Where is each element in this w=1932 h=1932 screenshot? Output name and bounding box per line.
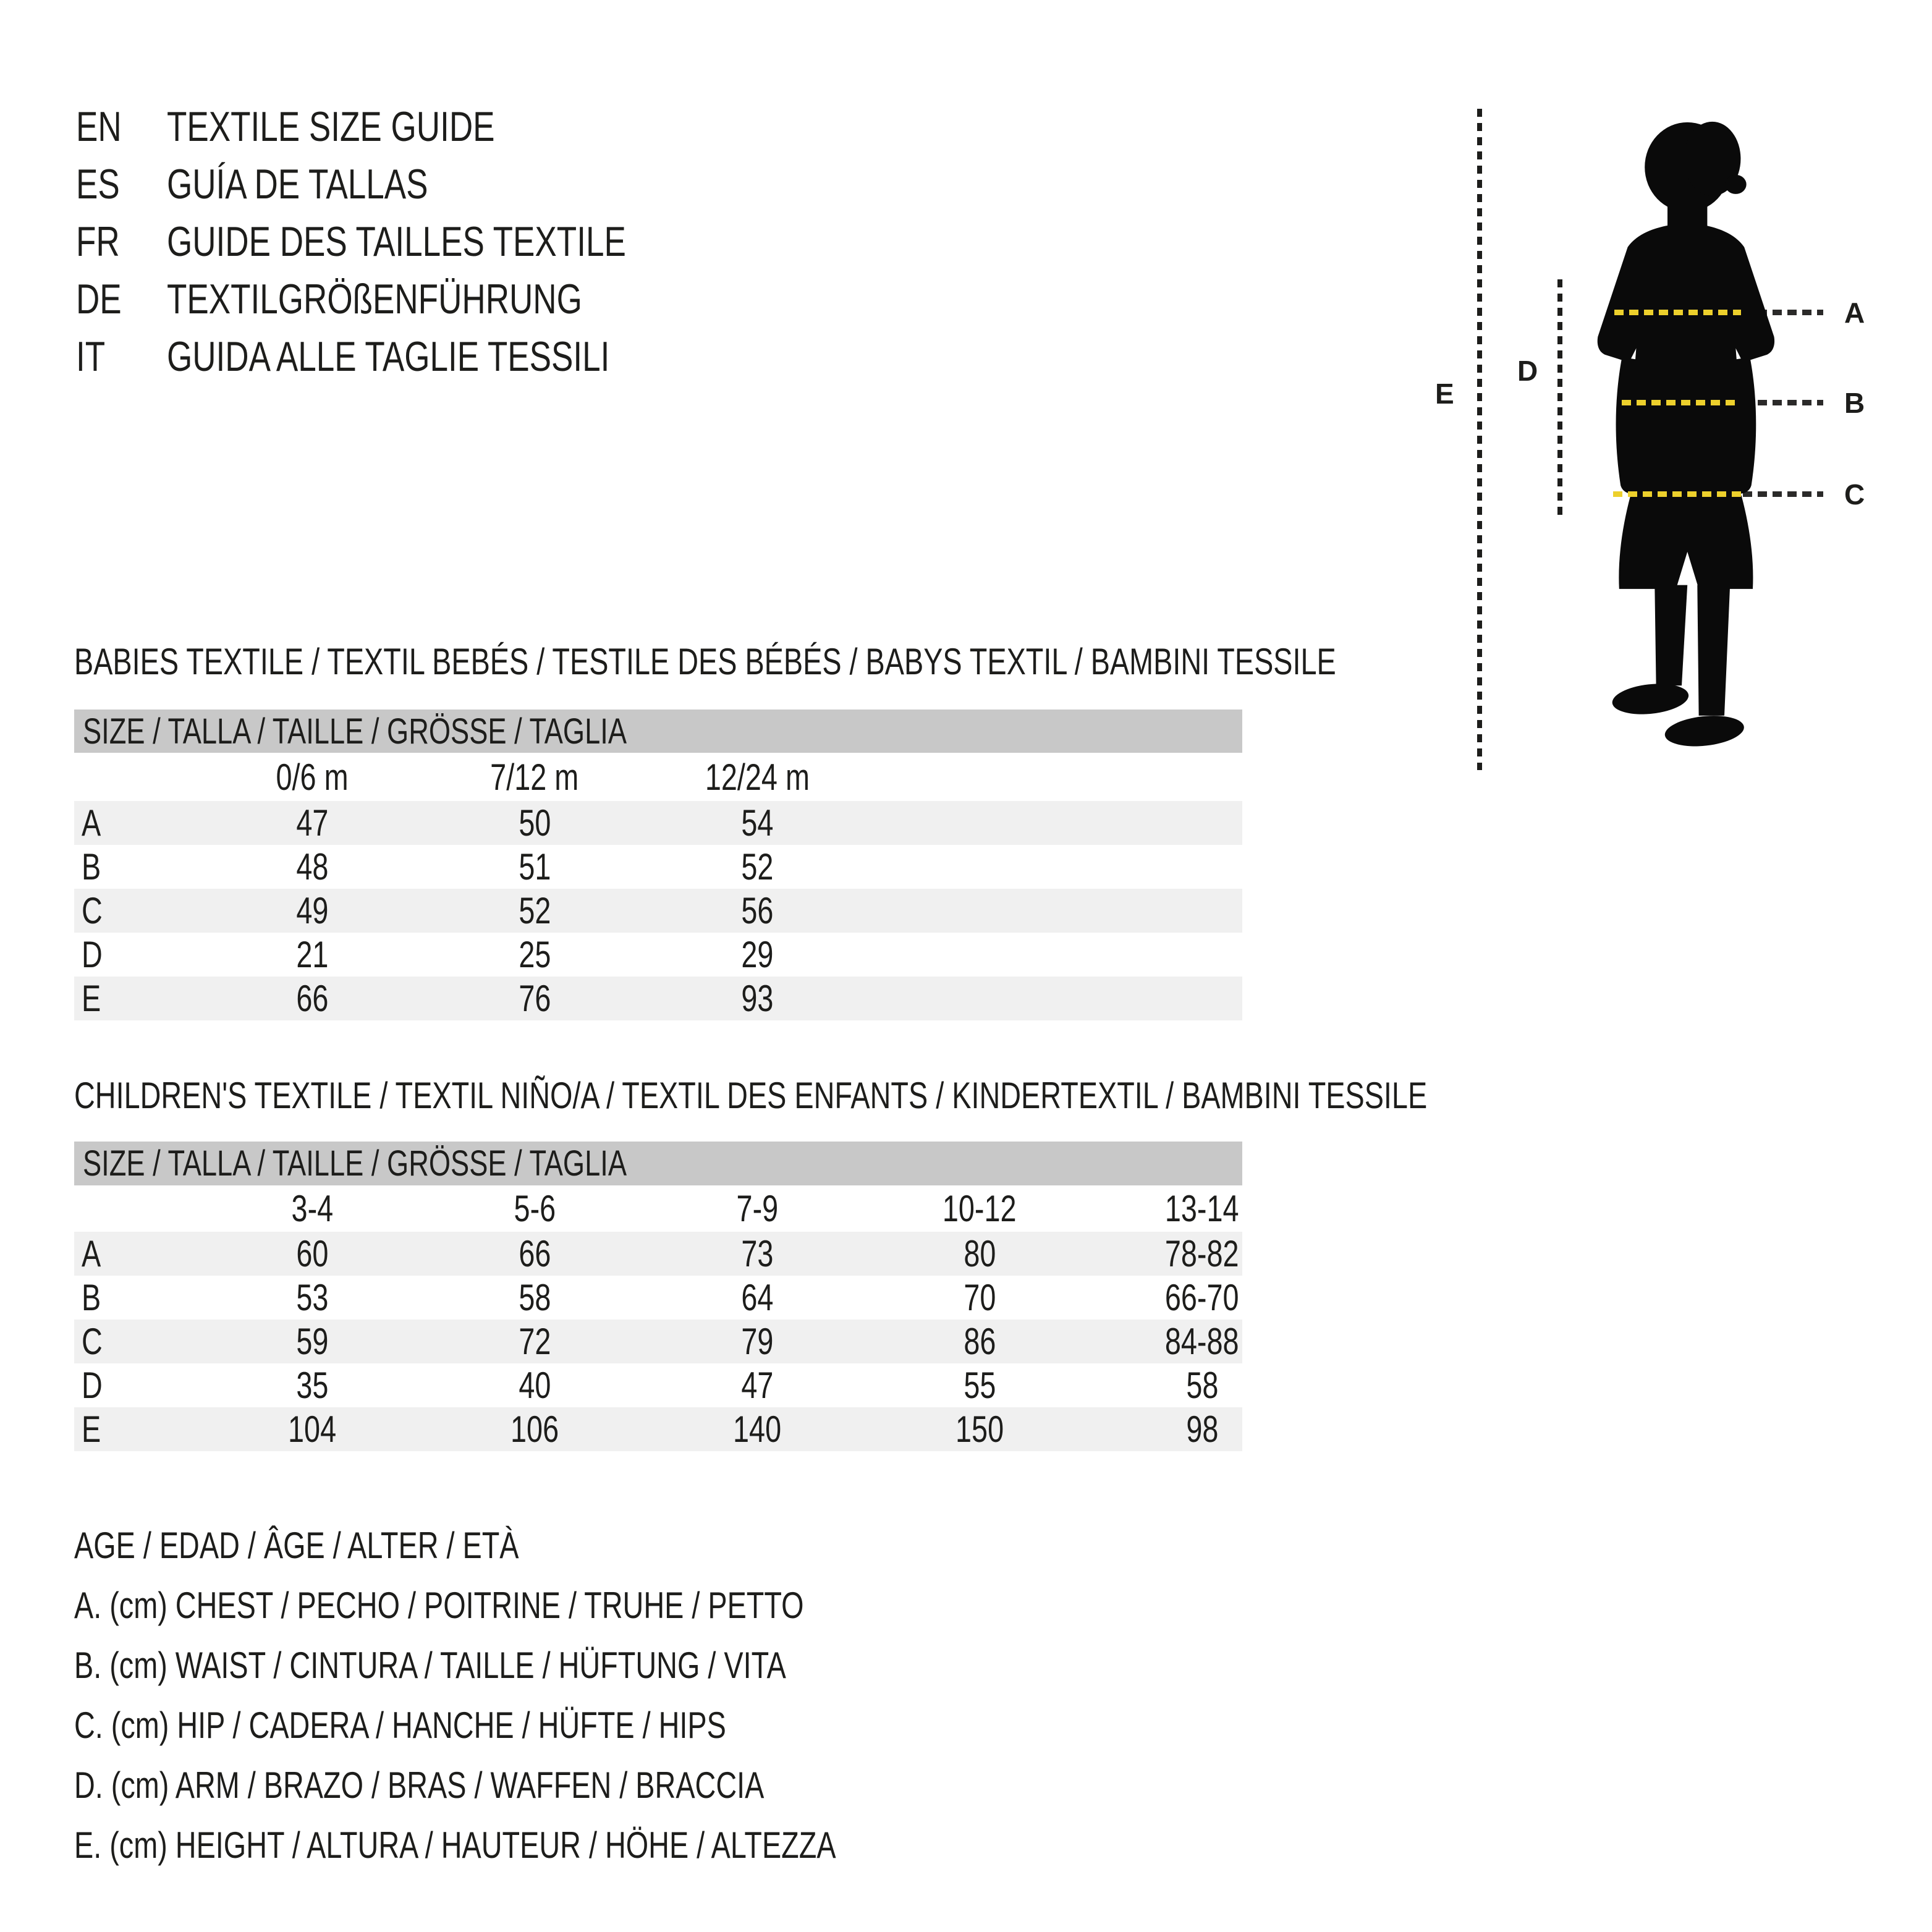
language-row-it — [76, 328, 755, 385]
legend-arm: D. (cm) ARM / BRAZO / BRAS / WAFFEN / BRACCIA — [74, 1765, 765, 1806]
measure-label-b: B — [1844, 387, 1865, 419]
language-row-en — [76, 98, 755, 155]
row-label: C — [82, 890, 103, 931]
cell-value: 106 — [510, 1409, 559, 1450]
children-heading-text: CHILDREN'S TEXTILE / TEXTIL NIÑO/A / TEXTIL DES ENFANTS / KINDERTEXTIL / BAMBINI TESSILE — [74, 1075, 1428, 1116]
cell-value: 56 — [740, 890, 774, 931]
cell-value: 52 — [518, 890, 551, 931]
table-row — [74, 1232, 1242, 1276]
cell-value: 29 — [740, 934, 774, 975]
table-row — [74, 1407, 1242, 1451]
cell-value: 66-70 — [1165, 1277, 1239, 1318]
column-header: 5-6 — [514, 1188, 556, 1229]
measurement-legend — [74, 1515, 1051, 1875]
row-label: D — [82, 1365, 103, 1406]
cell-value: 47 — [295, 802, 329, 844]
table-header-row — [74, 1185, 1242, 1232]
cell-value: 49 — [295, 890, 329, 931]
babies-size-header-text: SIZE / TALLA / TAILLE / GRÖSSE / TAGLIA — [83, 711, 627, 752]
cell-value: 53 — [295, 1277, 329, 1318]
table-row — [74, 801, 1242, 845]
language-code: IT — [76, 333, 106, 380]
column-header: 13-14 — [1165, 1188, 1239, 1229]
cell-value: 50 — [518, 802, 551, 844]
language-code: EN — [76, 103, 122, 150]
column-header: 12/24 m — [705, 756, 810, 798]
cell-value: 79 — [740, 1321, 774, 1362]
language-row-fr — [76, 213, 755, 270]
cell-value: 66 — [518, 1233, 551, 1274]
row-label: E — [82, 978, 101, 1019]
language-code: DE — [76, 275, 122, 323]
legend-height: E. (cm) HEIGHT / ALTURA / HAUTEUR / HÖHE / ALTEZZA — [74, 1824, 836, 1866]
cell-value: 80 — [963, 1233, 996, 1274]
cell-value: 93 — [740, 978, 774, 1019]
row-label: A — [82, 802, 101, 844]
table-row — [74, 977, 1242, 1020]
cell-value: 150 — [955, 1409, 1004, 1450]
cell-value: 51 — [518, 846, 551, 888]
children-size-header-text: SIZE / TALLA / TAILLE / GRÖSSE / TAGLIA — [83, 1143, 627, 1184]
cell-value: 72 — [518, 1321, 551, 1362]
language-code: FR — [76, 218, 120, 265]
cell-value: 47 — [740, 1365, 774, 1406]
babies-size-table — [74, 753, 1242, 1020]
cell-value: 55 — [963, 1365, 996, 1406]
language-title-list — [76, 98, 755, 385]
cell-value: 21 — [295, 934, 329, 975]
cell-value: 25 — [518, 934, 551, 975]
cell-value: 104 — [287, 1409, 337, 1450]
chest-measure-line — [1614, 310, 1741, 315]
cell-value: 59 — [295, 1321, 329, 1362]
children-size-table — [74, 1185, 1242, 1451]
row-label: C — [82, 1321, 103, 1362]
language-code: ES — [76, 160, 120, 208]
waist-measure-line — [1622, 400, 1737, 405]
cell-value: 48 — [295, 846, 329, 888]
legend-waist: B. (cm) WAIST / CINTURA / TAILLE / HÜFTUNG / VITA — [74, 1645, 786, 1686]
column-header: 7-9 — [736, 1188, 778, 1229]
cell-value: 86 — [963, 1321, 996, 1362]
hip-measure-line — [1613, 491, 1744, 497]
child-silhouette — [1582, 106, 1795, 753]
measure-label-a: A — [1844, 297, 1865, 329]
cell-value: 60 — [295, 1233, 329, 1274]
language-title: TEXTILE SIZE GUIDE — [167, 103, 495, 150]
table-row — [74, 1276, 1242, 1320]
column-header: 10-12 — [943, 1188, 1017, 1229]
measure-label-e: E — [1435, 378, 1454, 410]
language-row-de — [76, 270, 755, 328]
measure-label-c: C — [1844, 478, 1865, 511]
table-row — [74, 845, 1242, 889]
row-label: A — [82, 1233, 101, 1274]
children-section-heading — [74, 1077, 1809, 1115]
column-header: 7/12 m — [490, 756, 579, 798]
cell-value: 35 — [295, 1365, 329, 1406]
babies-heading-text: BABIES TEXTILE / TEXTIL BEBÉS / TESTILE DES BÉBÉS / BABYS TEXTIL / BAMBINI TESSILE — [74, 641, 1336, 682]
table-row — [74, 889, 1242, 933]
cell-value: 66 — [295, 978, 329, 1019]
language-title: TEXTILGRÖßENFÜHRUNG — [167, 275, 582, 323]
language-title: GUIDA ALLE TAGLIE TESSILI — [167, 333, 610, 380]
measure-label-d: D — [1517, 355, 1538, 387]
language-title: GUIDE DES TAILLES TEXTILE — [167, 218, 626, 265]
column-header: 0/6 m — [276, 756, 349, 798]
cell-value: 84-88 — [1165, 1321, 1239, 1362]
legend-age: AGE / EDAD / ÂGE / ALTER / ETÀ — [74, 1525, 519, 1566]
cell-value: 98 — [1185, 1409, 1219, 1450]
cell-value: 78-82 — [1165, 1233, 1239, 1274]
babies-size-header-bar — [74, 710, 1242, 753]
row-label: B — [82, 846, 101, 888]
legend-chest: A. (cm) CHEST / PECHO / POITRINE / TRUHE / PETTO — [74, 1585, 804, 1626]
row-label: D — [82, 934, 103, 975]
legend-hip: C. (cm) HIP / CADERA / HANCHE / HÜFTE / HIPS — [74, 1705, 726, 1746]
table-row — [74, 1320, 1242, 1363]
language-title: GUÍA DE TALLAS — [167, 160, 428, 208]
table-header-row — [74, 753, 1242, 801]
cell-value: 40 — [518, 1365, 551, 1406]
arm-measure-line-d — [1557, 279, 1562, 518]
cell-value: 54 — [740, 802, 774, 844]
column-header: 3-4 — [291, 1188, 333, 1229]
babies-section-heading — [74, 643, 1692, 681]
cell-value: 76 — [518, 978, 551, 1019]
cell-value: 70 — [963, 1277, 996, 1318]
children-size-header-bar — [74, 1142, 1242, 1185]
language-row-es — [76, 155, 755, 213]
cell-value: 73 — [740, 1233, 774, 1274]
cell-value: 64 — [740, 1277, 774, 1318]
row-label: B — [82, 1277, 101, 1318]
cell-value: 52 — [740, 846, 774, 888]
row-label: E — [82, 1409, 101, 1450]
cell-value: 58 — [1185, 1365, 1219, 1406]
table-row — [74, 1363, 1242, 1407]
cell-value: 140 — [732, 1409, 782, 1450]
cell-value: 58 — [518, 1277, 551, 1318]
table-row — [74, 933, 1242, 977]
